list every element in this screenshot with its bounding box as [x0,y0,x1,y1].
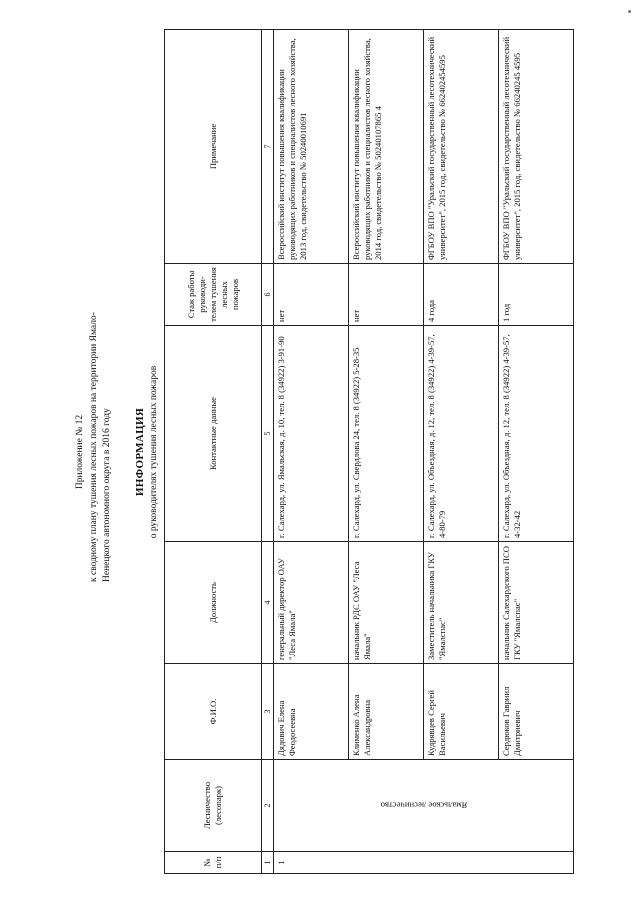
column-header: Примечание [165,30,262,264]
person-name: Дядович Елена Феодосеевна [274,664,349,760]
column-number: 4 [262,542,274,664]
person-contacts: г. Салехард, ул. Объездная, д. 12, тел. 8 (34922) 4-39-57, 4-80-79 [424,326,499,542]
row-number: 1 [274,852,574,874]
column-header: Лесничество (лесопарк) [165,760,262,852]
region-line: Ненецкого автономного округа в 2016 году [102,408,112,582]
forest-fire-managers-table [164,29,574,874]
column-header: Контактные данные [165,326,262,542]
table-row [424,30,499,874]
column-number: 6 [262,264,274,326]
scan-speck [628,10,631,13]
column-number: 7 [262,30,274,264]
column-header: № п/п [165,852,262,874]
person-note: ФГБОУ ВПО "Уральский государственный лесотехнический университет", 2015 год, свидетельство № 662402454595 [424,30,499,264]
column-number: 3 [262,664,274,760]
person-note: Всероссийский институт повышения квалификации руководящих работников и специалистов лесного хозяйства, 2013 год, свидетельство № 50240010691 [274,30,349,264]
person-contacts: г. Салехард, ул. Свердлова 24, тел. 8 (34922) 5-28-35 [349,326,424,542]
person-position: начальник Салехардского ПСО ГКУ "Ямалспас" [499,542,574,664]
rotated-page [60,22,580,882]
person-contacts: г. Салехард, ул. Ямальская, д. 10, тел. 8 (34922) 3-91-90 [274,326,349,542]
column-header: Должность [165,542,262,664]
plan-reference: к сводному плану тушения лесных пожаров на территории Ямало- [89,312,99,582]
person-experience: нет [274,264,349,326]
person-name: Сердюков Гавриил Дмитриевич [499,664,574,760]
document-title: ИНФОРМАЦИЯ [134,407,146,497]
table-row [274,30,349,874]
person-position: генеральный директор ОАУ "Леса Ямала" [274,542,349,664]
table-row [349,30,424,874]
column-header: Ф.И.О. [165,664,262,760]
person-position: начальник РДС ОАУ "Леса Ямала" [349,542,424,664]
person-contacts: г. Салехард, ул. Объездная, д. 12, тел. 8 (34922) 4-39-57, 4-32-42 [499,326,574,542]
person-note: Всероссийский институт повышения квалификации руководящих работников и специалистов лесного хозяйства, 2014 год, свидетельство № 50240107865 4 [349,30,424,264]
person-name: Кудрявцев Сергей Васильевич [424,664,499,760]
column-number: 1 [262,852,274,874]
column-number: 2 [262,760,274,852]
table-header-row [165,30,262,874]
table-row [499,30,574,874]
appendix-label: Приложение № 12 [75,414,85,490]
column-number-row [262,30,274,874]
person-experience: 4 года [424,264,499,326]
column-number: 5 [262,326,274,542]
person-name: Клименко Алена Александровна [349,664,424,760]
forestry-cell [274,760,574,852]
person-note: ФГБОУ ВПО "Уральский государственный лесотехнический университет", 2015 год, свидетельство № 66240245 4595 [499,30,574,264]
forestry-name: Ямальское лесничество [380,801,467,811]
column-header: Стаж работы руководи-телем тушения лесных пожаров [165,264,262,326]
document-subtitle: о руководителях тушения лесных пожаров [149,365,159,539]
person-experience: 1 год [499,264,574,326]
person-position: Заместитель начальника ГКУ "Ямалспас" [424,542,499,664]
person-experience: нет [349,264,424,326]
